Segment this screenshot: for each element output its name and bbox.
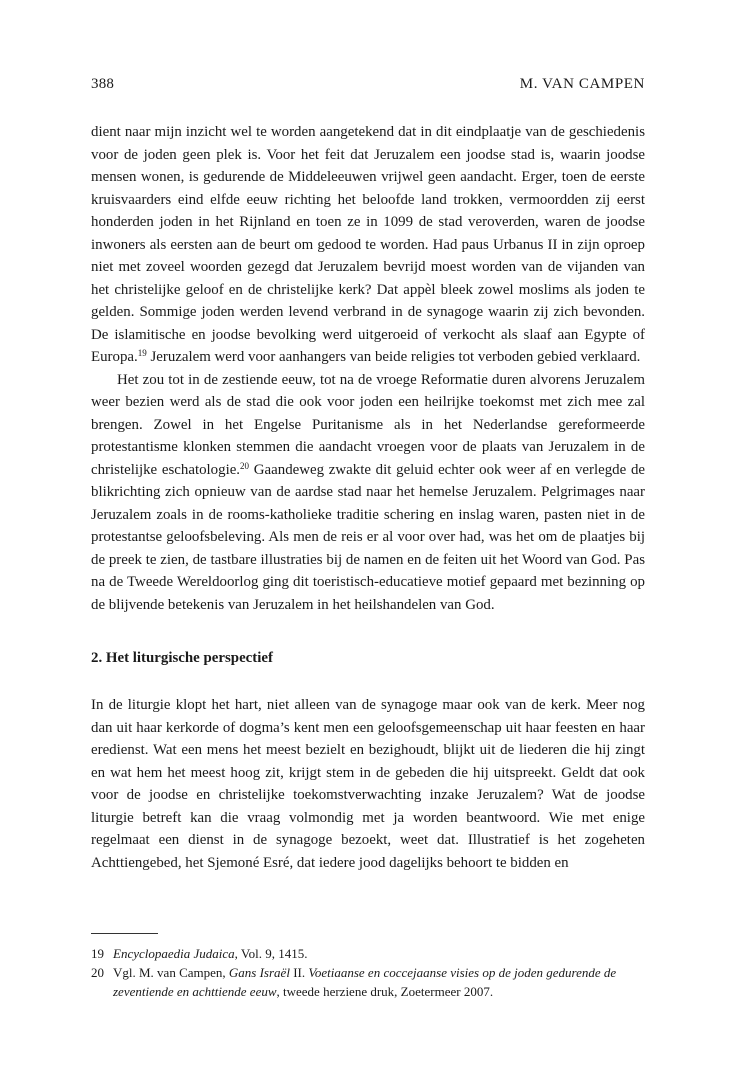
paragraph-1-part-2: Jeruzalem werd voor aanhangers van beide religies tot verboden gebied verklaard. (146, 349, 641, 365)
footnote-ref-20[interactable]: 20 (240, 460, 250, 471)
footnote-number: 20 (91, 965, 104, 980)
footnote-number: 19 (91, 946, 104, 961)
section-heading: 2. Het liturgische perspectief (91, 650, 273, 666)
footnote-title: Encyclopaedia Judaica (113, 946, 235, 961)
footnote-20 (91, 963, 645, 1001)
footnote-rest: , tweede herziene druk, Zoetermeer 2007. (276, 984, 494, 999)
page-header-container (91, 76, 645, 93)
footnote-text (113, 944, 645, 963)
paragraph-2 (91, 369, 645, 617)
running-title: M. VAN CAMPEN (519, 76, 645, 92)
paragraph-1 (91, 121, 645, 369)
page-number: 388 (91, 76, 115, 92)
footnote-rest: , Vol. 9, 1415. (234, 946, 308, 961)
footnotes (91, 944, 645, 1001)
running-header (91, 76, 645, 93)
footnote-ref-19[interactable]: 19 (137, 348, 147, 358)
footnote-mid: II. (289, 965, 309, 980)
footnote-divider (91, 933, 158, 934)
footnote-19 (91, 944, 645, 963)
body-text (91, 121, 645, 616)
paragraph-2-part-1: Het zou tot in de zestiende eeuw, tot na de vroege Reformatie duren alvorens Jeruzalem weer bezien werd als de stad die ook voor joden een heilrijke toekomst met zich mee zal brengen. Zowel in het Engelse Puritanisme als in het Nederlandse gereformeerde protestantisme klonken stemmen die aandacht vroegen voor de plaats van Jeruzalem in de christelijke eschatologie. (91, 371, 645, 478)
paragraph-2-part-2: Gaandeweg zwakte dit geluid echter ook weer af en verlegde de blikrichting zich opnieuw van de aardse stad naar het hemelse Jeruzalem. Pelgrimages naar Jeruzalem zoals in de rooms-katholieke traditie schering en inslag waren, pasten niet in de protestantse geloofsbeleving. Als men de reis er al voor over had, was het om de plaatjes bij de preek te zien, de tastbare illustraties bij de namen en de feiten uit het Woord van God. Pas na de Tweede Wereldoorlog ging dit toeristisch-educatieve motief gepaard met bezinning op de blijvende betekenis van Jeruzalem in het heilshandelen van God. (91, 461, 646, 613)
paragraph-1-part-1: dient naar mijn inzicht wel te worden aangetekend dat in dit eindplaatje van de geschiedenis voor de joden geen plek is. Voor het feit dat Jeruzalem een joodse stad is, waarin joodse mensen wonen, is gedurende de Middeleeuwen vrijwel geen aandacht. Erger, toen de eerste kruisvaarders eind elfde eeuw richting het beloofde land trokken, vermoordden zij eerst honderden joden in het Rijnland en toen ze in 1099 de stad veroverden, waren de joodse inwoners als eersten aan de beurt om gedood te worden. Had paus Urbanus II in zijn oproep niet met zoveel woorden gezegd dat Jeruzalem bevrijd moest worden van de vijanden van het christelijke geloof en de christelijke kerk? Dat appèl bleek zowel moslims als joden te gelden. Sommige joden werden levend verbrand in de synagoge waarin zij zich bevonden. De islamitische en joodse bevolking werd uitgeroeid of verkocht als slaaf aan Egypte of Europa. (91, 124, 645, 365)
footnote-pre: Vgl. M. van Campen, (113, 965, 229, 980)
section-body (91, 694, 645, 874)
footnote-text (113, 963, 645, 1001)
footnote-title: Gans Israël (228, 965, 290, 980)
paragraph-3: In de liturgie klopt het hart, niet alleen van de synagoge maar ook van de kerk. Meer nog dan uit haar kerkorde of dogma’s kent men een geloofsgemeenschap uit haar feesten en haar eredienst. Wat een mens het meest bezielt en bezighoudt, blijkt uit de liederen die hij zingt en wat hem het meest hoog zit, krijgt stem in de gebeden die hij uitspreekt. Geldt dat ook voor de joodse en christelijke toekomstverwachting inzake Jeruzalem? Wat de joodse liturgie betreft kan die vraag volmondig met ja worden beantwoord. Wie met enige regelmaat een dienst in de synagoge bezoekt, weet dat. Illustratief is het zogeheten Achttiengebed, het Sjemoné Esré, dat iedere jood dagelijks behoort te bidden en (91, 697, 645, 871)
footnote-subtitle: Voetiaanse en coccejaanse visies op de joden gedurende de zeventiende en achttiende eeuw (113, 965, 617, 999)
